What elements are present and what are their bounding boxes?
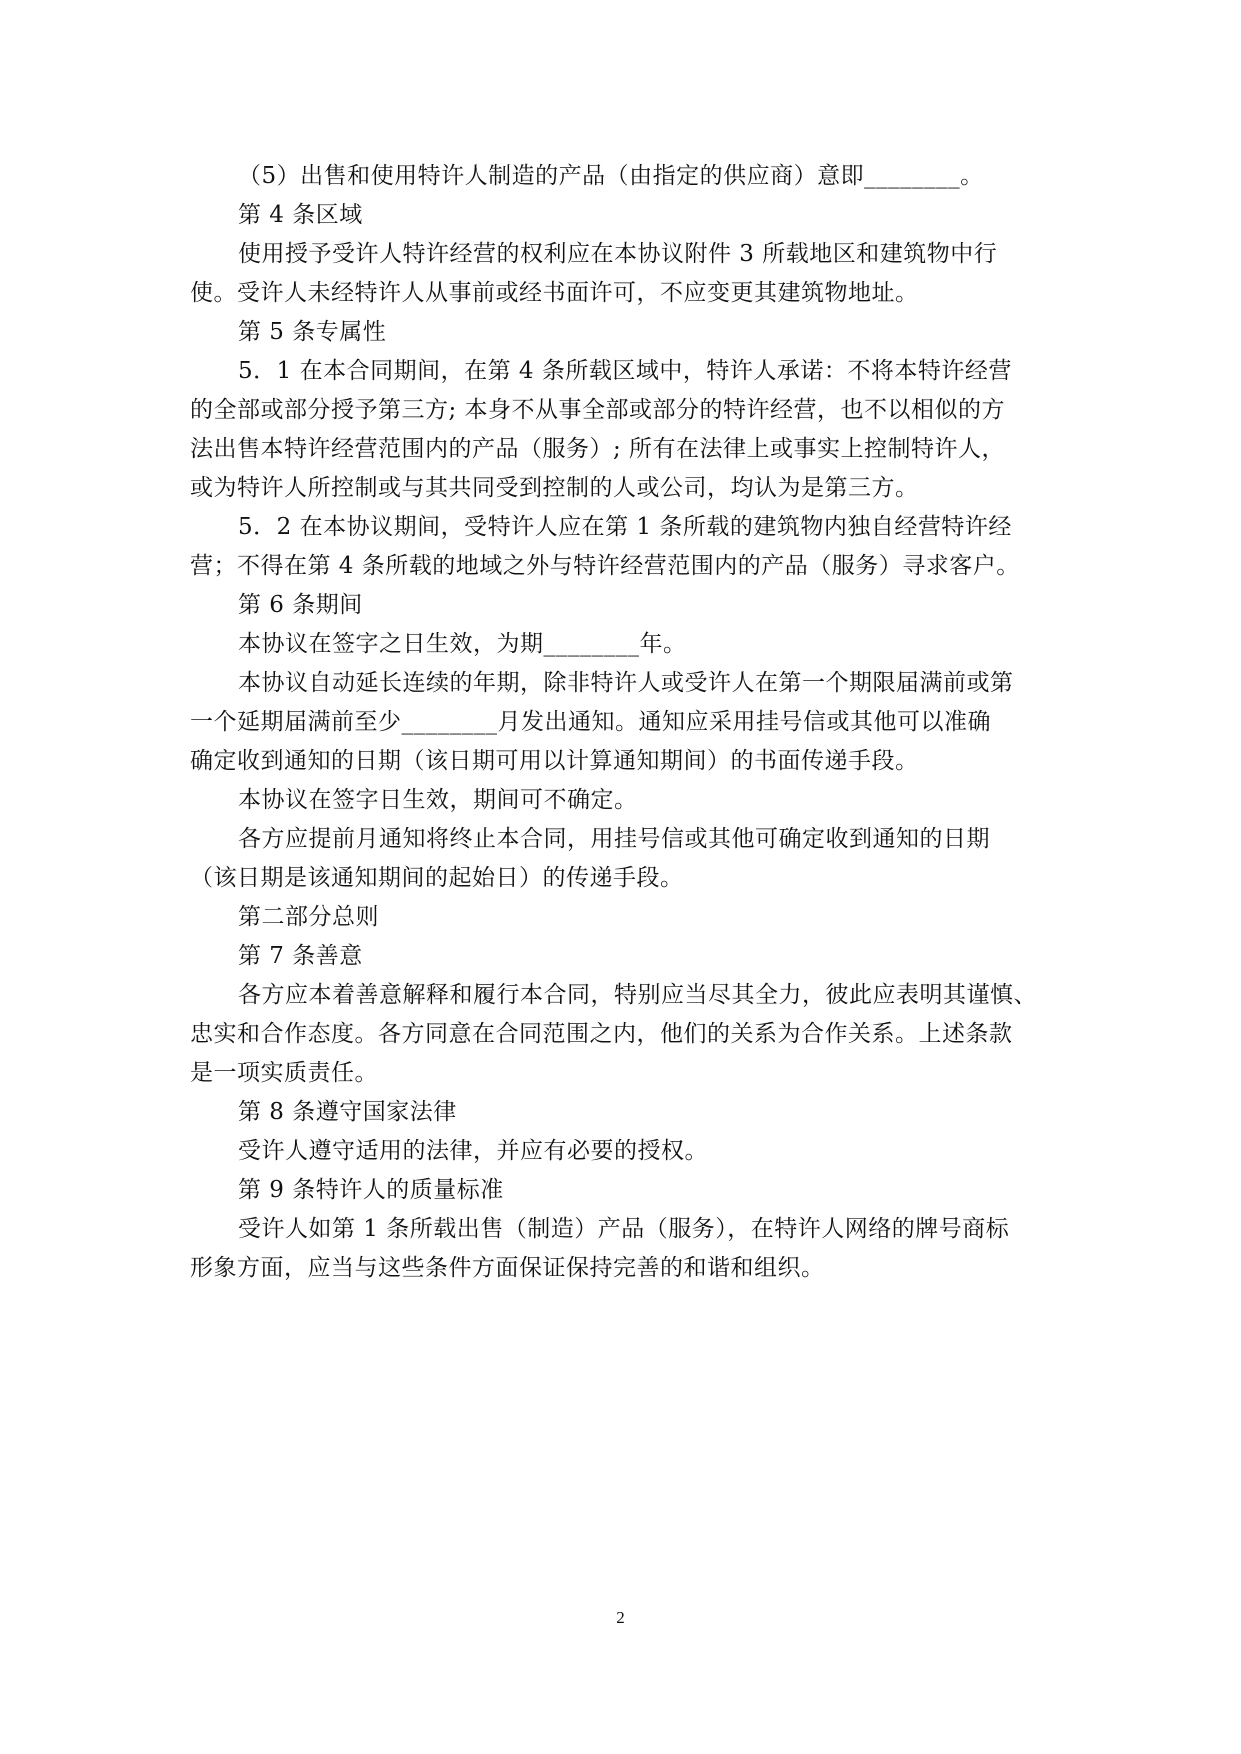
paragraph-line: 是一项实质责任。: [190, 1060, 378, 1086]
paragraph-line: 受许人如第 1 条所载出售（制造）产品（服务），在特许人网络的牌号商标: [238, 1216, 1010, 1242]
paragraph-line: 使。受许人未经特许人从事前或经书面许可，不应变更其建筑物地址。: [190, 280, 919, 306]
paragraph-line: 营；不得在第 4 条所载的地域之外与特许经营范围内的产品（服务）寻求客户。: [190, 553, 1020, 579]
paragraph-line: 各方应本着善意解释和履行本合同，特别应当尽其全力，彼此应表明其谨慎、: [238, 982, 1037, 1008]
paragraph-line: 忠实和合作态度。各方同意在合同范围之内，他们的关系为合作关系。上述条款: [190, 1021, 1013, 1047]
paragraph-line: 本协议在签字日生效，期间可不确定。: [238, 787, 638, 813]
paragraph-line: （5）出售和使用特许人制造的产品（由指定的供应商）意即________。: [238, 163, 984, 189]
paragraph-line: 使用授予受许人特许经营的权利应在本协议附件 3 所载地区和建筑物中行: [238, 241, 998, 267]
article-heading: 第 6 条期间: [238, 592, 363, 618]
paragraph-line: （该日期是该通知期间的起始日）的传递手段。: [190, 865, 684, 891]
page-number: 2: [616, 1608, 625, 1627]
paragraph-line: 各方应提前月通知将终止本合同，用挂号信或其他可确定收到通知的日期: [238, 826, 990, 852]
document-body: [190, 157, 1058, 1288]
paragraph-line: 的全部或部分授予第三方; 本身不从事全部或部分的特许经营，也不以相似的方: [190, 397, 1006, 423]
paragraph-line: 本协议自动延长连续的年期，除非特许人或受许人在第一个期限届满前或第: [238, 670, 1014, 696]
article-heading: 第 4 条区域: [238, 202, 363, 228]
paragraph-line: 一个延期届满前至少________月发出通知。通知应采用挂号信或其他可以准确: [190, 709, 991, 735]
article-heading: 第 9 条特许人的质量标准: [238, 1177, 504, 1203]
article-heading: 第 5 条专属性: [238, 319, 387, 345]
article-heading: 第 8 条遵守国家法律: [238, 1099, 457, 1125]
paragraph-line: 法出售本特许经营范围内的产品（服务）; 所有在法律上或事实上控制特许人，: [190, 436, 1006, 462]
paragraph-line: 确定收到通知的日期（该日期可用以计算通知期间）的书面传递手段。: [190, 748, 919, 774]
paragraph-line: 5．1 在本合同期间，在第 4 条所载区域中，特许人承诺：不将本特许经营: [238, 358, 1012, 384]
section-heading: 第二部分总则: [238, 904, 379, 930]
paragraph-line: 本协议在签字之日生效，为期________年。: [238, 631, 687, 657]
paragraph-line: 受许人遵守适用的法律，并应有必要的授权。: [238, 1138, 708, 1164]
paragraph-line: 或为特许人所控制或与其共同受到控制的人或公司，均认为是第三方。: [190, 475, 919, 501]
paragraph-line: 5．2 在本协议期间，受特许人应在第 1 条所载的建筑物内独自经营特许经: [238, 514, 1012, 540]
article-heading: 第 7 条善意: [238, 943, 363, 969]
paragraph-line: 形象方面，应当与这些条件方面保证保持完善的和谐和组织。: [190, 1255, 825, 1281]
